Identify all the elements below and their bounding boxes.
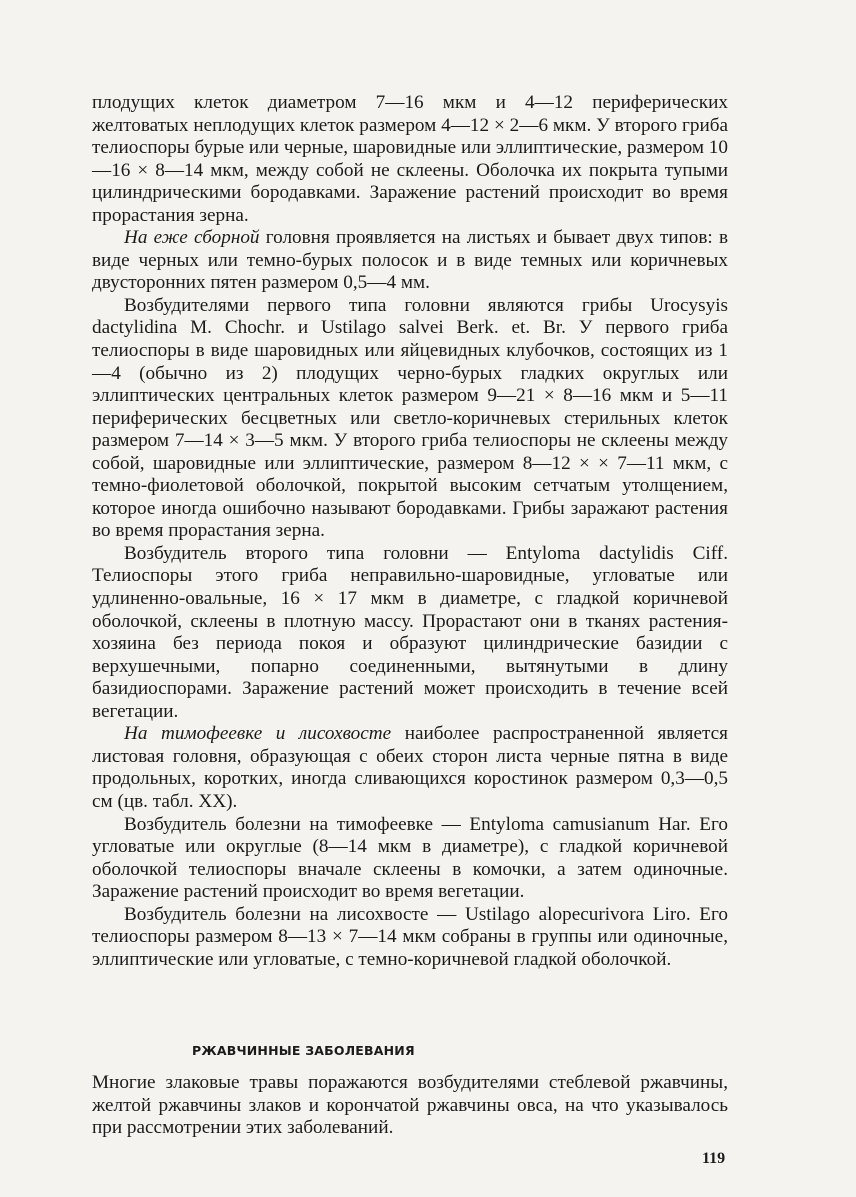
page-number: 119 [702, 1150, 726, 1167]
paragraph-7-text: Возбудитель болезни на лисохвосте — Ustilago alopecurivora Liro. Его телиоспоры размером 8—13 × 7—14 мкм собраны в группы или одиночные, эллиптические или угловатые, с темно-коричневой гладкой оболочкой. [92, 903, 728, 970]
paragraph-5-text: наиболее распространенной является листовая головня, образующая с обеих сторон листа черные пятна в виде продольных, коротких, иногда сливающихся коростинок размером 0,3—0,5 см (цв. табл. XX). [92, 723, 728, 812]
paragraph-6 [92, 814, 728, 904]
paragraph-2 [92, 227, 728, 295]
closing-text [92, 1072, 728, 1140]
paragraph-7 [92, 904, 728, 972]
paragraph-2-text: головня проявляется на листьях и бывает двух типов: в виде черных или темно-бурых полосок и в виде темных или коричневых двусторонних пятен размером 0,5—4 мм. [92, 227, 729, 294]
paragraph-2-italic-lead: На еже сборной [124, 227, 260, 249]
paragraph-4-text: Возбудитель второго типа головни — Entyloma dactylidis Ciff. Телиоспоры этого гриба неправильно-шаровидные, угловатые или удлиненно-овальные, 16 × 17 мкм в диаметре, с гладкой коричневой оболочкой, склеены в плотную массу. Прорастают они в тканях растения-хозяина без периода покоя и образуют цилиндрические базидии с верхушечными, попарно соединенными, вытянутыми в длину базидиоспорами. Заражение растений может происходить в течение всей вегетации. [92, 542, 728, 722]
closing-paragraph: Многие злаковые травы поражаются возбудителями стеблевой ржавчины, желтой ржавчины злаков и корончатой ржавчины овса, на что указывалось при рассмотрении этих заболеваний. [92, 1072, 728, 1139]
paragraph-5 [92, 723, 728, 813]
body-text [92, 92, 728, 971]
paragraph-1 [92, 92, 728, 227]
section-heading: РЖАВЧИННЫЕ ЗАБОЛЕВАНИЯ [192, 1043, 415, 1058]
paragraph-6-text: Возбудитель болезни на тимофеевке — Entyloma camusianum Har. Его угловатые или округлые (8—14 мкм в диаметре), с гладкой коричневой оболочкой телиоспоры вначале склеены в комочки, а затем одиночные. Заражение растений происходит во время вегетации. [92, 813, 728, 903]
paragraph-4 [92, 543, 728, 723]
paragraph-5-italic-lead: На тимофеевке и лисохвосте [124, 723, 392, 745]
paragraph-3-text: Возбудителями первого типа головни являются грибы Urocysyis dactylidina M. Chochr. и Ustilago salvei Berk. et. Br. У первого гриба телиоспоры в виде шаровидных или яйцевидных клубочков, состоящих из 1—4 (обычно из 2) плодущих черно-бурых гладких округлых или эллиптических центральных клеток размером 9—21 × 8—16 мкм и 5—11 периферических бесцветных или светло-коричневых стерильных клеток размером 7—14 × 3—5 мкм. У второго гриба телиоспоры не склеены между собой, шаровидные или эллиптические, размером 8—12 × × 7—11 мкм, с темно-фиолетовой оболочкой, покрытой высоким сетчатым утолщением, которое иногда ошибочно называют бородавками. Грибы заражают растения во время прорастания зерна. [92, 294, 728, 542]
paragraph-1-text: плодущих клеток диаметром 7—16 мкм и 4—12 периферических желтоватых неплодущих клеток размером 4—12 × 2—6 мкм. У второго гриба телиоспоры бурые или черные, шаровидные или эллиптические, размером 10—16 × 8—14 мкм, между собой не склеены. Оболочка их покрыта тупыми цилиндрическими бородавками. Заражение растений происходит во время прорастания зерна. [92, 92, 728, 226]
paragraph-3 [92, 295, 728, 543]
